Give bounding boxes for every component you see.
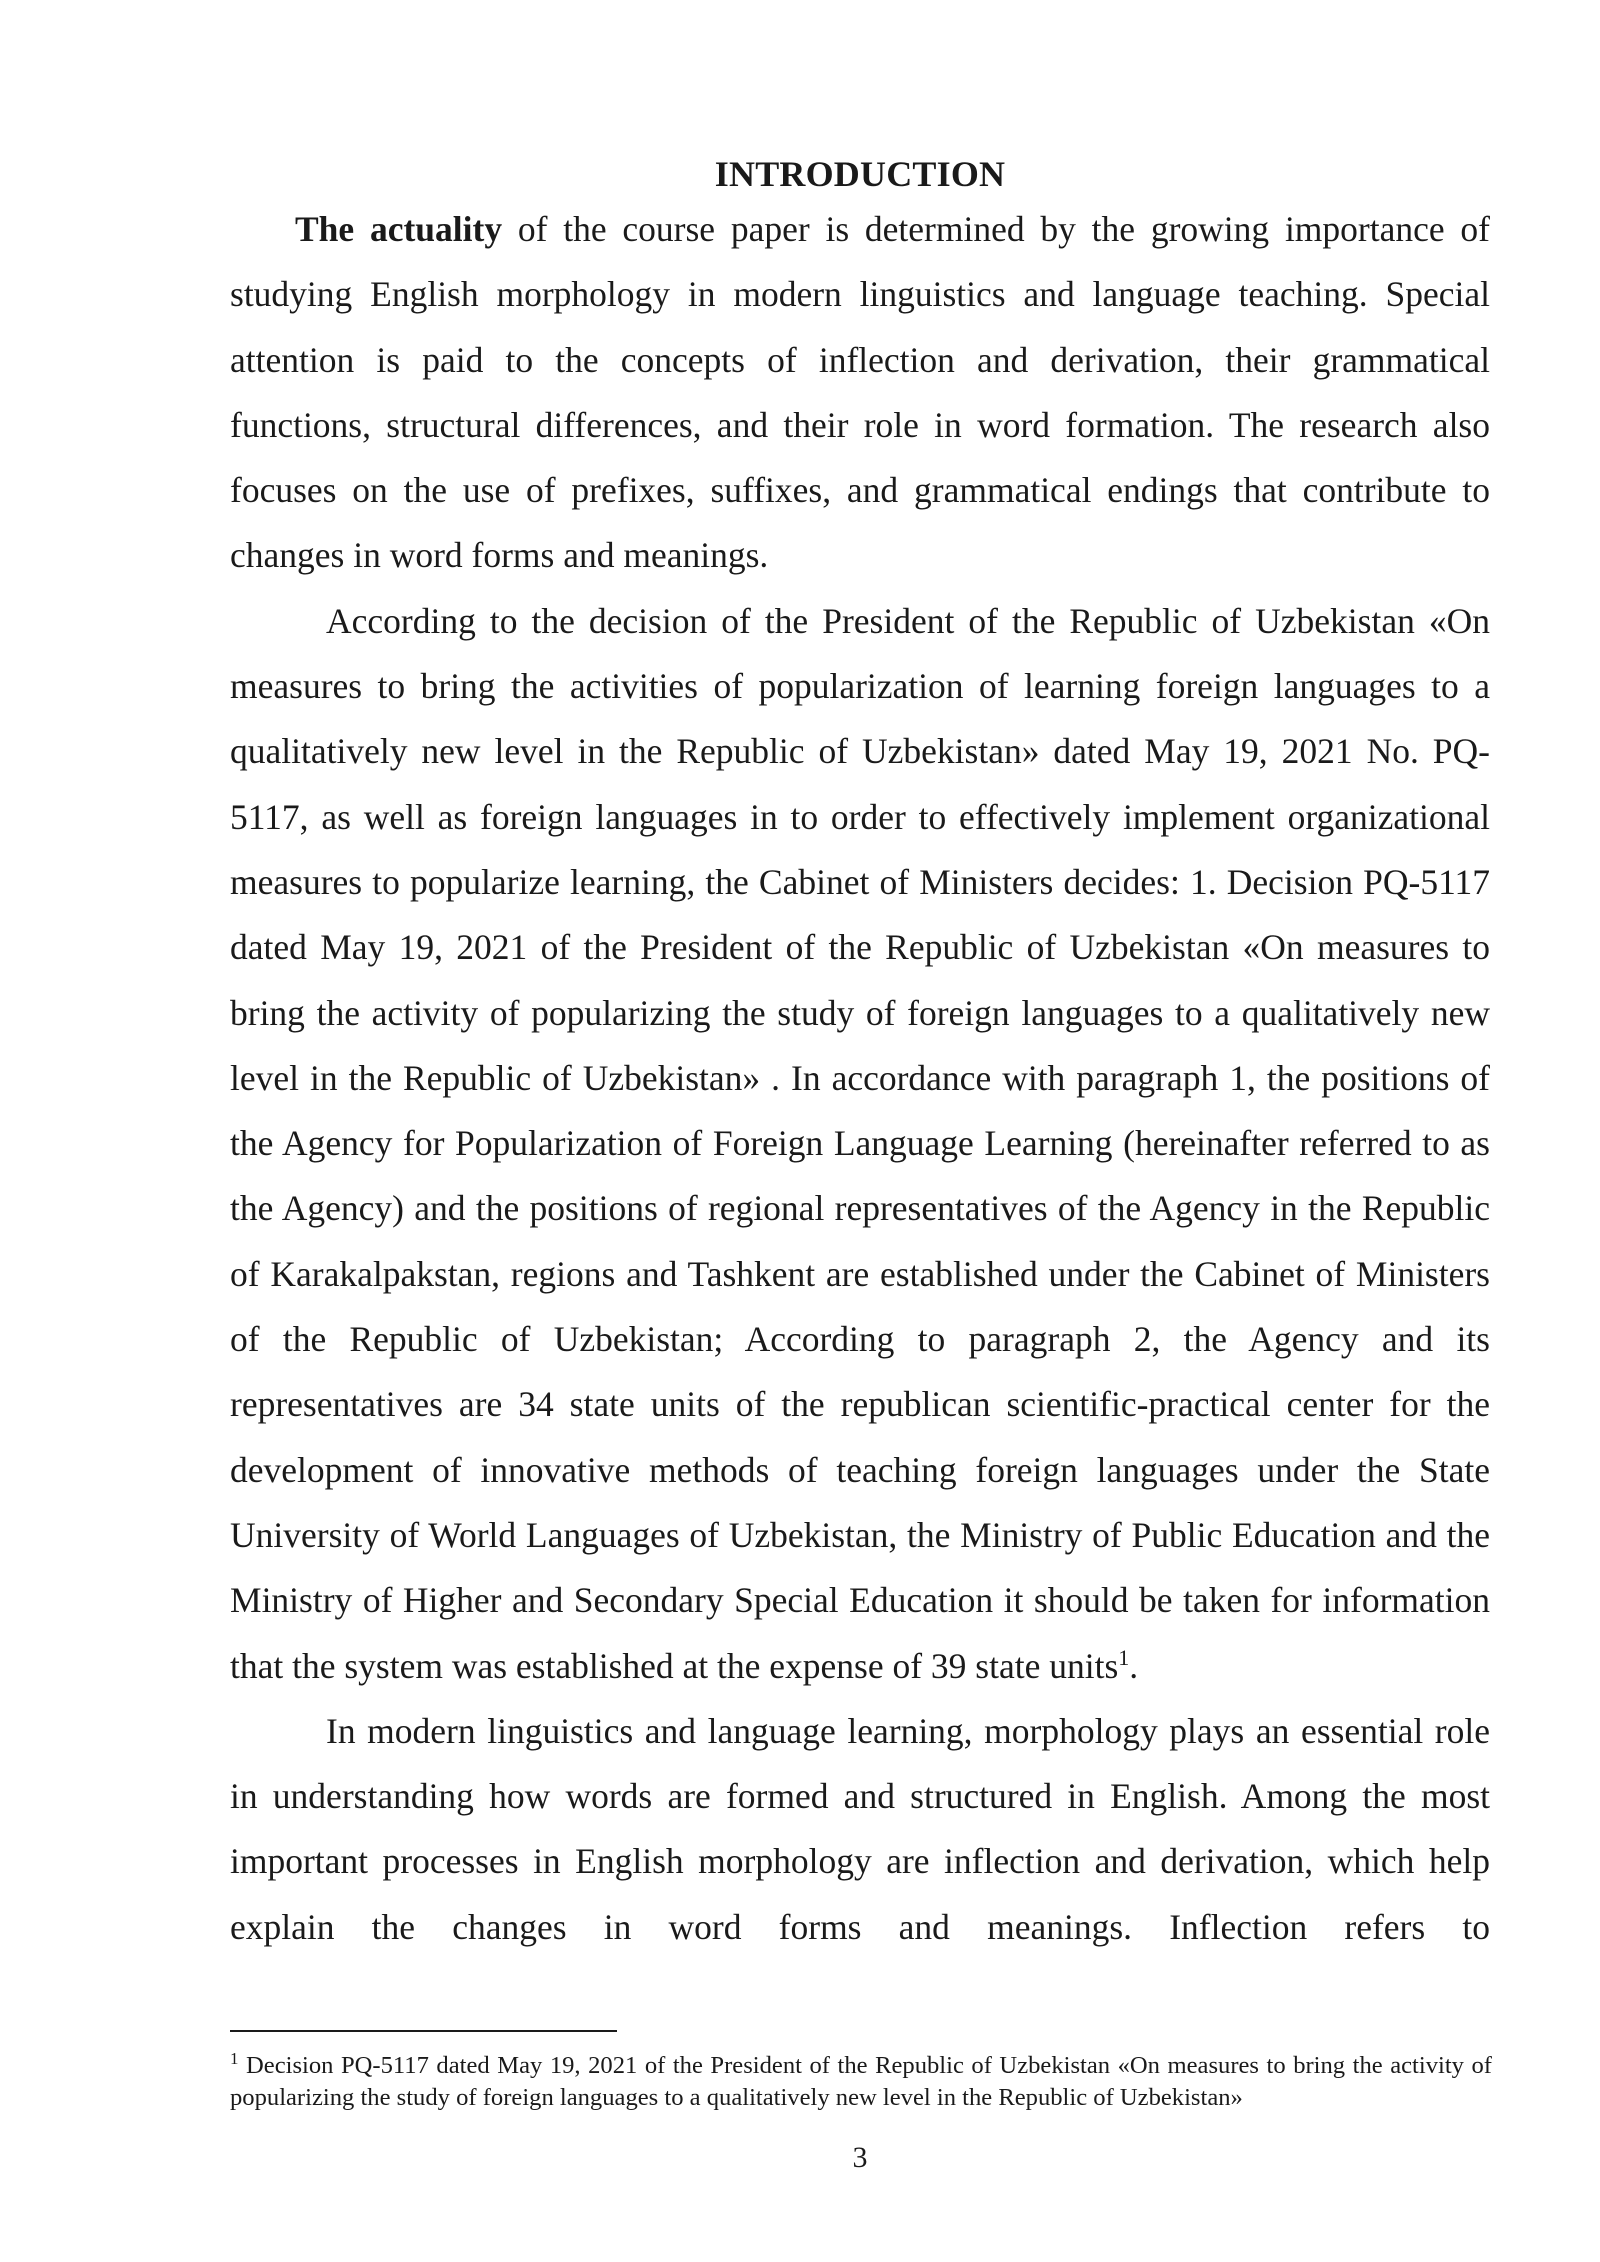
paragraph-actuality bbox=[230, 197, 1490, 589]
paragraph-actuality-lead: The actuality bbox=[295, 209, 503, 249]
footnote-reference[interactable]: 1 bbox=[1118, 1644, 1130, 1670]
section-heading: INTRODUCTION bbox=[714, 154, 1006, 194]
body-text bbox=[230, 197, 1490, 1960]
paragraph-actuality-text: of the course paper is determined by the growing importance of studying English morphology in modern linguistics and language teaching. Special attention is paid to the concepts of inflection and derivation, their grammatical functions, structural differences, and their role in word formation. The research also focuses on the use of prefixes, suffixes, and grammatical endings that contribute to changes in word forms and meanings. bbox=[230, 209, 1490, 576]
footnote-separator bbox=[230, 2030, 617, 2032]
footnote-text: Decision PQ-5117 dated May 19, 2021 of the President of the Republic of Uzbekistan «On measures to bring the activity of popularizing the study of foreign languages to a qualitatively new level in the Republic of Uzbekistan» bbox=[230, 2052, 1492, 2111]
footnote-marker: 1 bbox=[230, 2048, 239, 2068]
paragraph-decision-text: According to the decision of the President of the Republic of Uzbekistan «On measures to bring the activities of popularization of learning foreign languages to a qualitatively new level in the Republic of Uzbekistan» dated May 19, 2021 No. PQ-5117, as well as foreign languages in to order to effectively implement organizational measures to popularize learning, the Cabinet of Ministers decides: 1. Decision PQ-5117 dated May 19, 2021 of the President of the Republic of Uzbekistan «On measures to bring the activity of popularizing the study of foreign languages to a qualitatively new level in the Republic of Uzbekistan» . In accordance with paragraph 1, the positions of the Agency for Popularization of Foreign Language Learning (hereinafter referred to as the Agency) and the positions of regional representatives of the Agency in the Republic of Karakalpakstan, regions and Tashkent are established under the Cabinet of Ministers of the Republic of Uzbekistan; According to paragraph 2, the Agency and its representatives are 34 state units of the republican scientific-practical center for the development of innovative methods of teaching foreign languages under the State University of World Languages of Uzbekistan, the Ministry of Public Education and the Ministry of Higher and Secondary Special Education it should be taken for information that the system was established at the expense of 39 state units bbox=[230, 600, 1490, 1686]
page-number: 3 bbox=[852, 2141, 868, 2174]
paragraph-presidential-decision bbox=[230, 589, 1490, 1699]
paragraph-morphology-text: In modern linguistics and language learning, morphology plays an essential role in understanding how words are formed and structured in English. Among the most important processes in English morphology are inflection and derivation, which help explain the changes in word forms and meanings. Inflection refers to bbox=[230, 1710, 1490, 1947]
footnote bbox=[230, 2050, 1492, 2114]
paragraph-morphology bbox=[230, 1699, 1490, 1960]
paragraph-decision-end: . bbox=[1129, 1645, 1139, 1686]
